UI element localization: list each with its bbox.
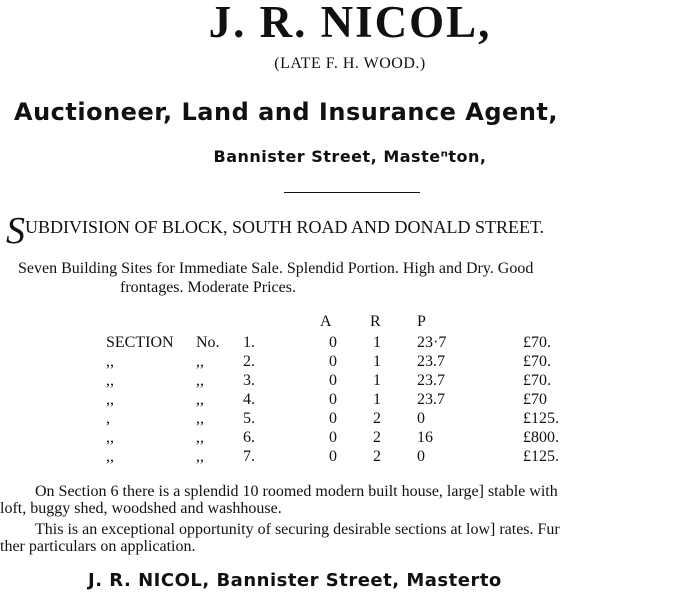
acres-value: 0 (329, 353, 337, 370)
perches-value: 23.7 (417, 391, 445, 408)
table-row (0, 410, 700, 428)
roods-value: 1 (373, 353, 381, 370)
notes-line-3: This is an exceptional opportunity of securing desirable sections at low] rates. Fur (35, 521, 560, 538)
section-label: ,, (106, 391, 114, 408)
divider-rule (284, 192, 420, 193)
price-value: £70. (523, 334, 551, 351)
number-label: ,, (196, 372, 204, 389)
perches-value: 23.7 (417, 372, 445, 389)
intro-line-1: Seven Building Sites for Immediate Sale. Splendid Portion. High and Dry. Good (18, 260, 534, 277)
table-row (0, 429, 700, 447)
table-row (0, 353, 700, 371)
number-label: ,, (196, 353, 204, 370)
notes-line-2: loft, buggy shed, woodshed and washhouse. (0, 500, 282, 517)
price-value: £125. (523, 410, 559, 427)
price-value: £70. (523, 372, 551, 389)
section-label: ,, (106, 372, 114, 389)
perches-value: 0 (417, 448, 425, 465)
roods-value: 1 (373, 391, 381, 408)
number-label: ,, (196, 410, 204, 427)
roods-value: 1 (373, 372, 381, 389)
section-label: ,, (106, 353, 114, 370)
section-number: 4. (243, 391, 255, 408)
number-label: ,, (196, 448, 204, 465)
footer-signature: J. R. NICOL, Bannister Street, Masterto (88, 570, 502, 591)
section-number: 1. (243, 334, 255, 351)
table-row (0, 391, 700, 409)
drop-cap-letter: S (6, 210, 25, 252)
number-label: ,, (196, 391, 204, 408)
section-label: , (106, 410, 110, 427)
acres-value: 0 (329, 391, 337, 408)
price-value: £70. (523, 353, 551, 370)
roods-value: 2 (373, 429, 381, 446)
acres-value: 0 (329, 334, 337, 351)
intro-line-2: frontages. Moderate Prices. (120, 279, 296, 296)
section-number: 3. (243, 372, 255, 389)
price-value: £125. (523, 448, 559, 465)
subdivision-heading-text: UBDIVISION OF BLOCK, SOUTH ROAD AND DONALD STREET. (25, 217, 545, 237)
section-number: 2. (243, 353, 255, 370)
subdivision-heading (6, 210, 545, 252)
table-row (0, 448, 700, 466)
late-owner-note: (LATE F. H. WOOD.) (274, 55, 426, 72)
acres-value: 0 (329, 372, 337, 389)
roods-value: 2 (373, 448, 381, 465)
section-number: 5. (243, 410, 255, 427)
number-label: ,, (196, 429, 204, 446)
section-number: 6. (243, 429, 255, 446)
occupation-heading: Auctioneer, Land and Insurance Agent, (14, 98, 558, 126)
column-header-perches: P (417, 313, 426, 330)
price-value: £800. (523, 429, 559, 446)
column-header-acres: A (320, 313, 332, 330)
advertiser-name: J. R. NICOL, (208, 0, 492, 47)
column-header-roods: R (370, 313, 381, 330)
acres-value: 0 (329, 448, 337, 465)
acres-value: 0 (329, 410, 337, 427)
business-address: Bannister Street, Masteⁿton, (213, 147, 487, 166)
section-number: 7. (243, 448, 255, 465)
price-value: £70 (523, 391, 547, 408)
table-row (0, 334, 700, 352)
notes-line-1: On Section 6 there is a splendid 10 roomed modern built house, large] stable with (35, 483, 558, 500)
number-label: No. (196, 334, 220, 351)
roods-value: 1 (373, 334, 381, 351)
section-label: ,, (106, 429, 114, 446)
table-row (0, 372, 700, 390)
roods-value: 2 (373, 410, 381, 427)
section-label: ,, (106, 448, 114, 465)
perches-value: 16 (417, 429, 433, 446)
notes-line-4: ther particulars on application. (0, 538, 196, 555)
section-label: SECTION (106, 334, 174, 351)
acres-value: 0 (329, 429, 337, 446)
perches-value: 23·7 (417, 334, 447, 351)
perches-value: 23.7 (417, 353, 445, 370)
perches-value: 0 (417, 410, 425, 427)
